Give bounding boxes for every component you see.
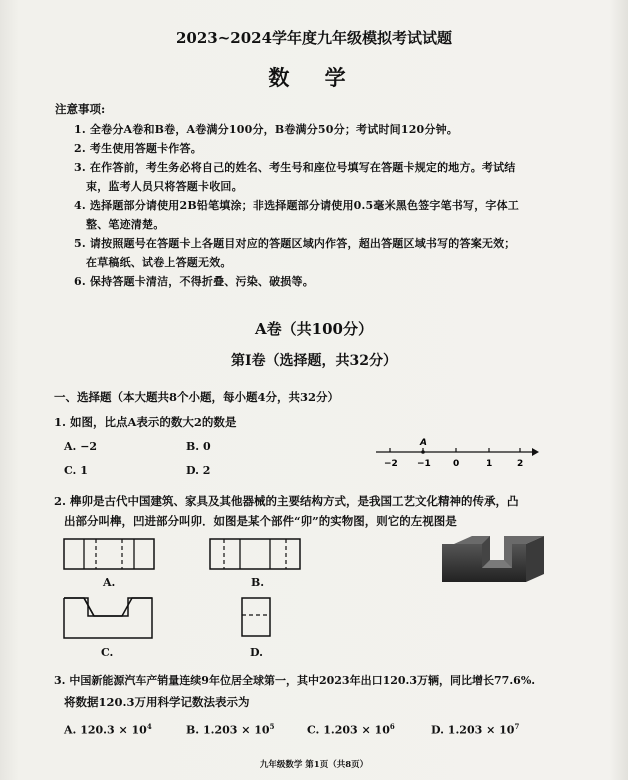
q3-option-c: C. $1.203 \times 10^6$ bbox=[307, 722, 395, 737]
section1-heading: 一、选择题（本大题共8个小题，每小题4分，共32分） bbox=[54, 390, 340, 404]
tick-label: −1 bbox=[417, 459, 431, 469]
tick-label: 1 bbox=[486, 459, 493, 469]
q3-option-b: B. $1.203 \times 10^5$ bbox=[186, 722, 275, 737]
q3-stem-line2: 将数据120.3万用科学记数法表示为 bbox=[64, 695, 250, 709]
q2-stem-line1: 2. 榫卯是古代中国建筑、家具及其他器械的主要结构方式，是我国工艺文化精神的传承，凸 bbox=[54, 494, 519, 508]
q1-option-b: B. 0 bbox=[186, 440, 211, 453]
notice-item-6: 6. 保持答题卡清洁，不得折叠、污染、破损等。 bbox=[74, 275, 314, 288]
q2-option-a-figure bbox=[60, 536, 160, 572]
tick-label: 2 bbox=[517, 459, 524, 469]
q3-option-d: D. $1.203 \times 10^7$ bbox=[431, 722, 520, 737]
q1-option-c: C. 1 bbox=[64, 464, 88, 477]
notice-item-5: 5. 请按照题号在答题卡上各题目对应的答题区域内作答，超出答题区域书写的答案无效； bbox=[74, 237, 516, 250]
tick-label: 0 bbox=[453, 459, 460, 469]
q2-label-c: C. bbox=[101, 646, 114, 659]
q2-option-c-notch bbox=[60, 594, 156, 642]
notice-item-2: 2. 考生使用答题卡作答。 bbox=[74, 142, 202, 155]
part1-title: 第Ⅰ卷（选择题，共32分） bbox=[230, 353, 398, 369]
q2-label-b: B. bbox=[251, 576, 265, 589]
notice-item-5-cont: 在草稿纸、试卷上答题无效。 bbox=[86, 256, 232, 269]
page-footer: 九年级数学 第1页（共8页） bbox=[259, 760, 369, 770]
q2-label-d: D. bbox=[250, 646, 263, 659]
q2-mortise-photo bbox=[440, 530, 546, 586]
volume-a-title: A卷（共100分） bbox=[255, 320, 373, 338]
q3-stem-line1: 3. 中国新能源汽车产销量连续9年位居全球第一，其中2023年出口120.3万辆，同比增长77.6%. bbox=[54, 674, 536, 687]
q2-option-b-figure bbox=[206, 536, 306, 572]
q3-option-a: A. $120.3 \times 10^4$ bbox=[64, 722, 152, 737]
exam-title: 2023~2024学年度九年级模拟考试试题 bbox=[175, 29, 453, 47]
q1-option-a: A. −2 bbox=[64, 440, 98, 453]
q1-stem: 1. 如图，比点A表示的数大2的数是 bbox=[54, 415, 237, 429]
notice-item-3-cont: 束，监考人员只将答题卡收回。 bbox=[86, 180, 243, 193]
notice-item-1: 1. 全卷分A卷和B卷，A卷满分100分，B卷满分50分；考试时间120分钟。 bbox=[74, 123, 459, 136]
tick-label: −2 bbox=[384, 459, 398, 469]
point-a-label: A bbox=[420, 438, 427, 448]
q2-stem-line2: 出部分叫榫，凹进部分叫卯．如图是某个部件“卯”的实物图，则它的左视图是 bbox=[64, 514, 457, 528]
point-a-dot bbox=[421, 450, 425, 454]
q1-option-d: D. 2 bbox=[186, 464, 211, 477]
q2-label-a: A. bbox=[103, 576, 116, 589]
q2-option-d-figure bbox=[238, 594, 274, 640]
notice-heading: 注意事项: bbox=[55, 102, 106, 116]
notice-item-4: 4. 选择题部分请使用2B铅笔填涂；非选择题部分请使用0.5毫米黑色签字笔书写，字体工 bbox=[74, 199, 519, 212]
notice-item-4-cont: 整、笔迹清楚。 bbox=[86, 218, 165, 231]
subject-title: 数 学 bbox=[268, 65, 360, 90]
q1-number-line bbox=[372, 434, 542, 474]
notice-item-3: 3. 在作答前，考生务必将自己的姓名、考生号和座位号填写在答题卡规定的地方。考试结 bbox=[74, 161, 516, 174]
